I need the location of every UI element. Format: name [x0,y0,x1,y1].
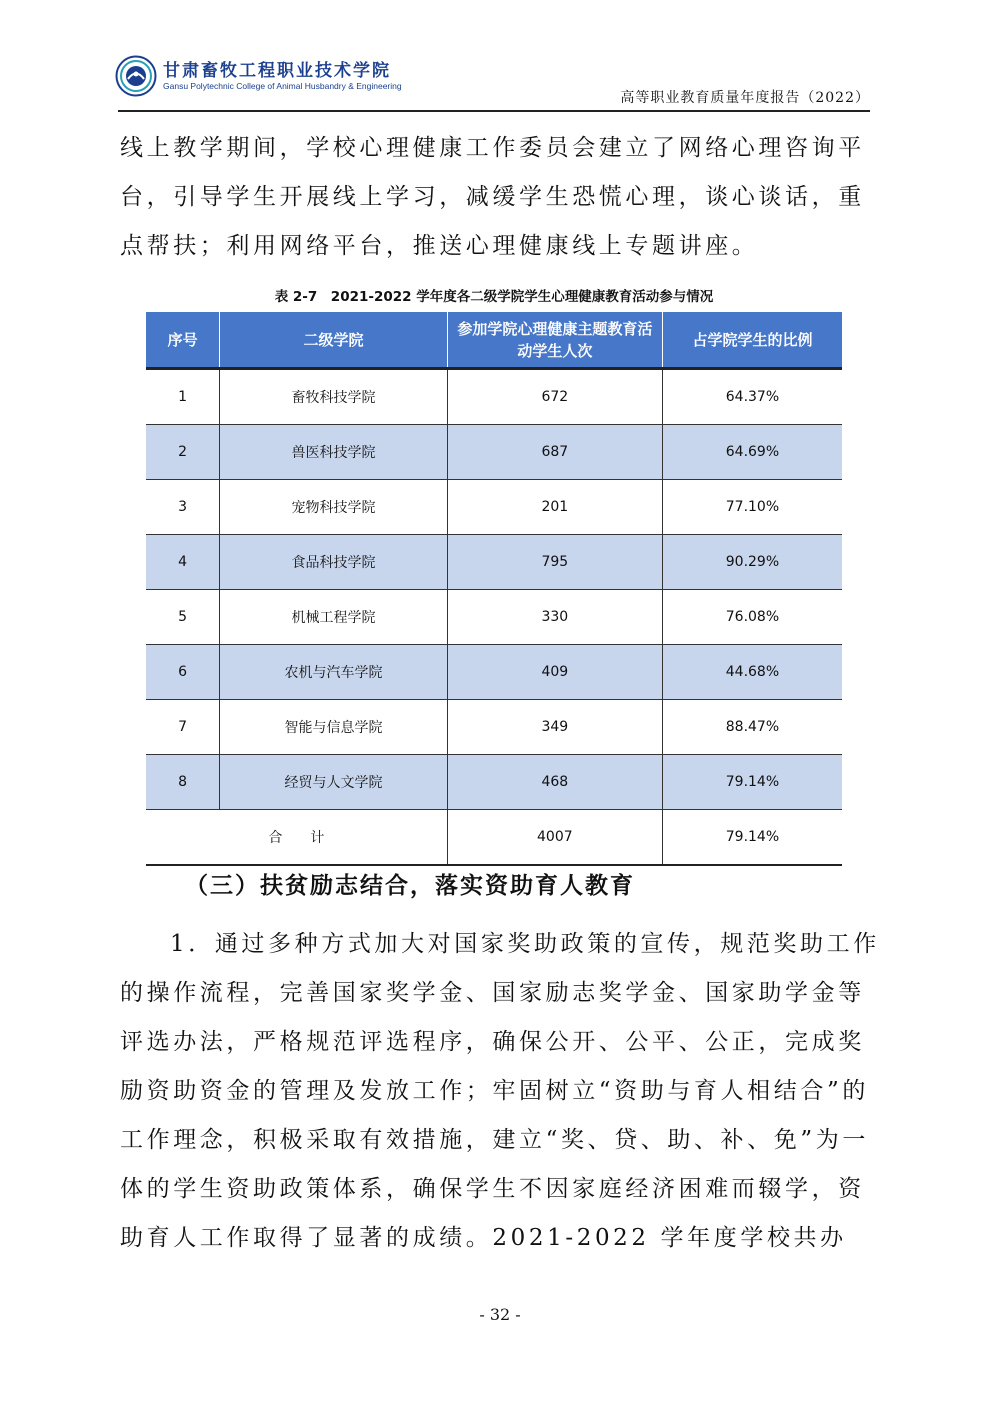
page-header [115,55,870,110]
row-college: 农机与汽车学院 [220,645,448,700]
row-index: 1 [146,369,220,425]
row-participants: 330 [447,590,662,645]
intro-paragraph: 线上教学期间，学校心理健康工作委员会建立了网络心理咨询平台，引导学生开展线上学习，减缓学生恐慌心理，谈心谈话，重点帮扶；利用网络平台，推送心理健康线上专题讲座。 [120,135,865,259]
total-ratio: 79.14% [662,810,842,866]
table-row [146,535,842,590]
row-participants: 672 [447,369,662,425]
row-college: 经贸与人文学院 [220,755,448,810]
row-ratio: 64.69% [662,425,842,480]
section-heading: （三）扶贫励志结合，落实资助育人教育 [185,872,635,899]
total-label: 合 计 [146,810,447,866]
row-college: 宠物科技学院 [220,480,448,535]
school-name-en: Gansu Polytechnic College of Animal Husbandry & Engineering [163,80,402,91]
row-college: 畜牧科技学院 [220,369,448,425]
header-participants: 参加学院心理健康主题教育活动学生人次 [447,312,662,369]
header-college: 二级学院 [220,312,448,369]
table-row [146,369,842,425]
row-participants: 349 [447,700,662,755]
row-index: 3 [146,480,220,535]
row-index: 5 [146,590,220,645]
school-emblem-icon [115,55,157,97]
table-row [146,425,842,480]
report-title: 高等职业教育质量年度报告（2022） [620,90,870,106]
row-participants: 201 [447,480,662,535]
participation-table [146,312,842,866]
table-row [146,480,842,535]
row-index: 8 [146,755,220,810]
row-participants: 795 [447,535,662,590]
row-ratio: 76.08% [662,590,842,645]
row-college: 兽医科技学院 [220,425,448,480]
body-paragraph: 1．通过多种方式加大对国家奖助政策的宣传，规范奖助工作的操作流程，完善国家奖学金、国家励志奖学金、国家助学金等评选办法，严格规范评选程序，确保公开、公平、公正，完成奖励资助资金的管理及发放工作；牢固树立“资助与育人相结合”的工作理念，积极采取有效措施，建立“奖、贷、助、补、免”为一体的学生资助政策体系，确保学生不因家庭经济困难而辍学，资助育人工作取得了显著的成绩。2021-2022 学年度学校共办 [120,931,880,1251]
row-ratio: 90.29% [662,535,842,590]
row-participants: 468 [447,755,662,810]
row-participants: 687 [447,425,662,480]
row-index: 6 [146,645,220,700]
row-ratio: 64.37% [662,369,842,425]
row-college: 食品科技学院 [220,535,448,590]
school-name [163,61,402,92]
table-total-row [146,810,842,866]
table-row [146,645,842,700]
header-divider [118,110,870,112]
header-index: 序号 [146,312,220,369]
row-index: 2 [146,425,220,480]
row-ratio: 44.68% [662,645,842,700]
table-row [146,700,842,755]
row-participants: 409 [447,645,662,700]
total-participants: 4007 [447,810,662,866]
page-number: - 32 - [479,1305,521,1324]
table-header-row [146,312,842,369]
row-college: 智能与信息学院 [220,700,448,755]
school-logo-block [115,55,402,97]
school-name-cn: 甘肃畜牧工程职业技术学院 [163,60,391,81]
row-ratio: 77.10% [662,480,842,535]
row-ratio: 79.14% [662,755,842,810]
row-index: 7 [146,700,220,755]
table-row [146,590,842,645]
table-caption: 表 2-7 2021-2022 学年度各二级学院学生心理健康教育活动参与情况 [274,289,714,305]
row-index: 4 [146,535,220,590]
table-row [146,755,842,810]
row-ratio: 88.47% [662,700,842,755]
row-college: 机械工程学院 [220,590,448,645]
header-ratio: 占学院学生的比例 [662,312,842,369]
